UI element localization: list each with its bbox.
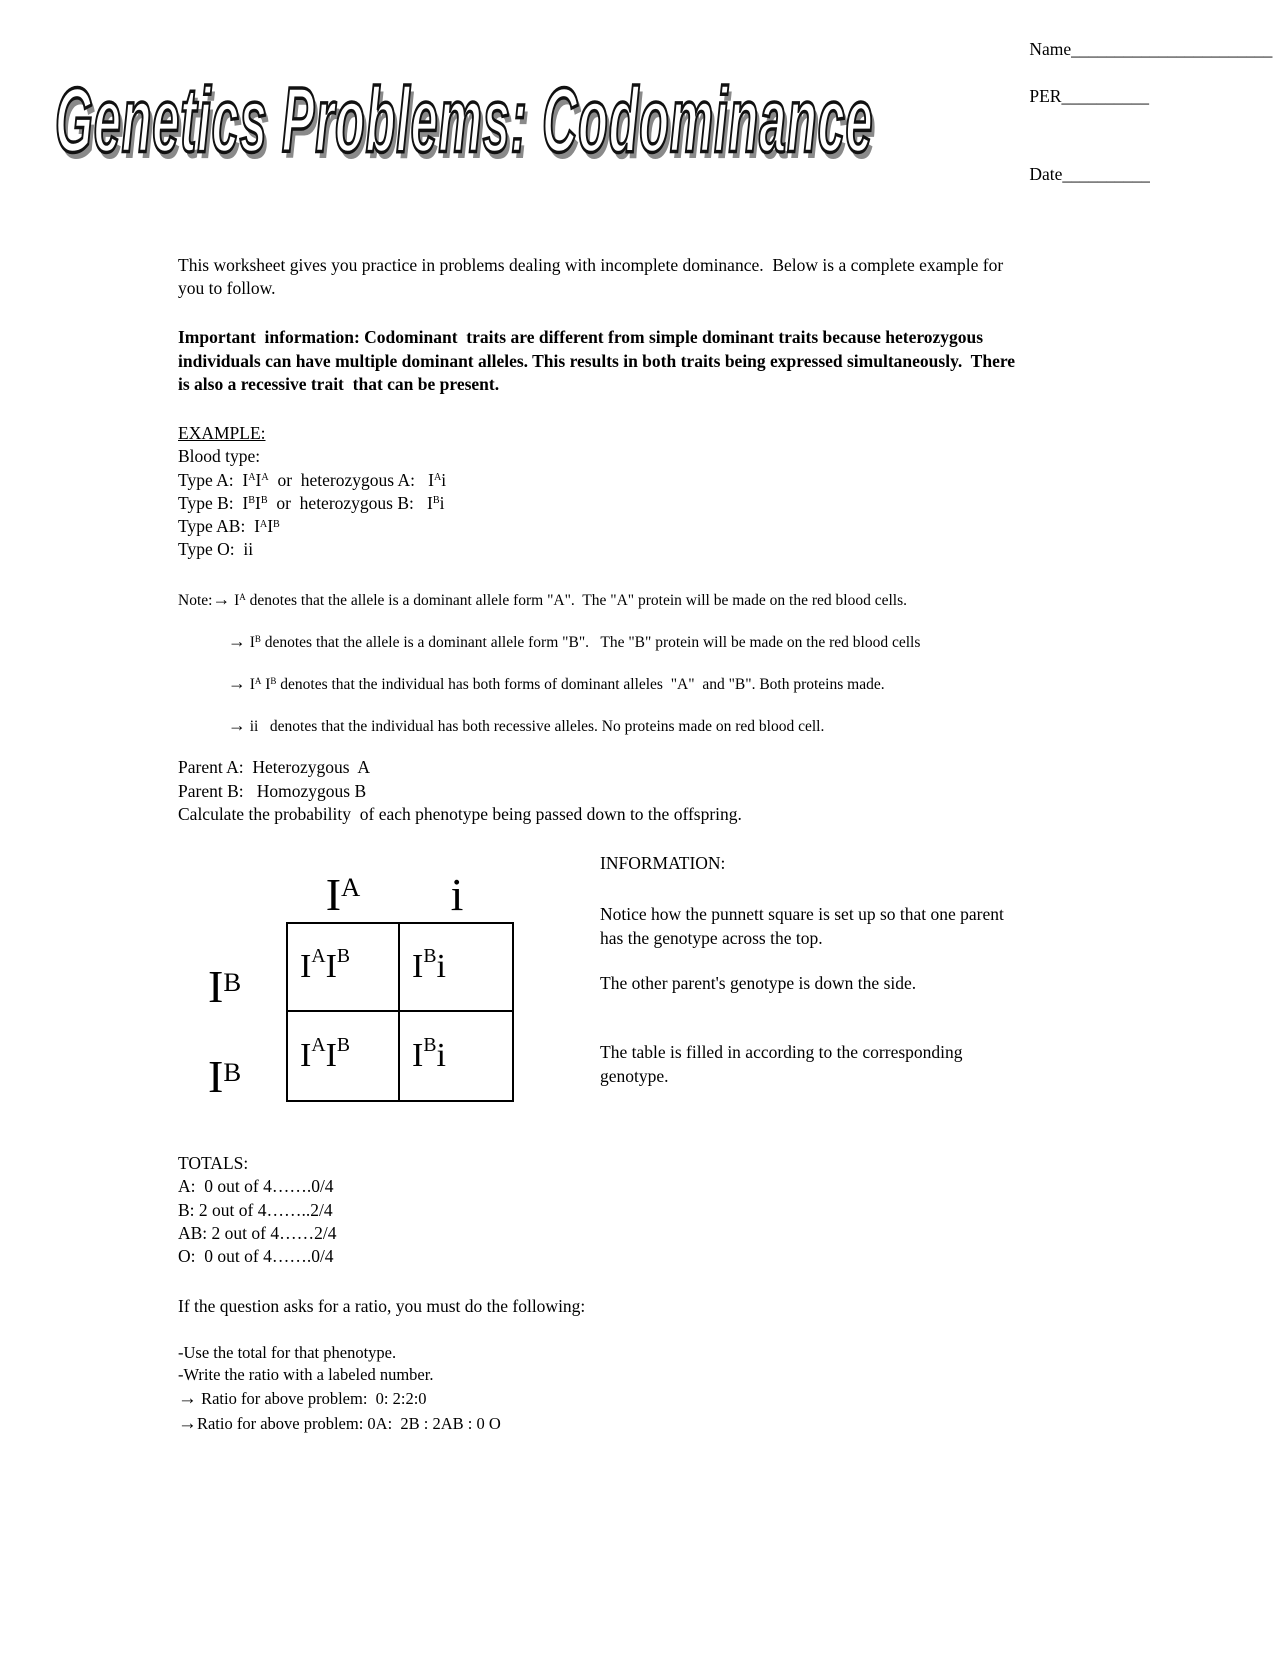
parents-section [178, 756, 1240, 826]
note-text: $I^A$ denotes that the allele is a dominant allele form "A". The "A" protein will be made on the red blood cells. [230, 591, 907, 609]
important-info-paragraph: Important information: Codominant traits are different from simple dominant traits because heterozygous individuals can have multiple dominant alleles. This results in both traits being expressed simultaneously. There is also a recessive trait that can be present. [178, 327, 1024, 394]
note-line-4 [228, 714, 1240, 737]
ratio-example-1 [178, 1386, 1240, 1411]
ratio-example-text: Ratio for above problem: 0: 2:2:0 [196, 1388, 427, 1408]
student-fields [1029, 30, 1272, 186]
ratio-example-text: Ratio for above problem: 0A: 2B : 2AB : 0 O [196, 1413, 501, 1433]
punnett-top-allele-1: $I^A$ [325, 869, 361, 921]
ratio-step-1: -Use the total for that phenotype. [178, 1342, 397, 1362]
punnett-top-labels [286, 852, 514, 922]
note-line-3 [228, 672, 1240, 695]
intro-paragraph: This worksheet gives you practice in problems dealing with incomplete dominance. Below is a complete example for you to follow. [178, 254, 1008, 299]
note-line-2 [228, 630, 1240, 653]
note-prefix: Note: [178, 591, 213, 609]
ratio-example-2 [178, 1411, 1240, 1436]
totals-line-ab: AB: 2 out of 4……2/4 [178, 1223, 337, 1243]
punnett-cell-2: I $^B$ i [400, 924, 512, 1012]
note-line-1 [178, 588, 1240, 611]
punnett-section [178, 852, 1240, 1102]
ratio-step-2: -Write the ratio with a labeled number. [178, 1364, 434, 1384]
worksheet-body [0, 254, 1280, 1436]
page-header [0, 0, 1280, 186]
title-area [55, 30, 1029, 186]
note-text: $I^A$ $I^B$ denotes that the individual has both forms of dominant alleles "A" and "B". Both proteins made. [245, 676, 885, 694]
totals-line-o: O: 0 out of 4…….0/4 [178, 1246, 334, 1267]
example-heading: EXAMPLE: [178, 423, 266, 444]
ratio-intro: If the question asks for a ratio, you must do the following: [178, 1295, 586, 1316]
parent-a-line: Parent A: Heterozygous A [178, 757, 370, 778]
information-paragraph-3: The table is filled in according to the corresponding genotype. [600, 1042, 963, 1086]
punnett-grid [286, 922, 514, 1102]
note-text: ii denotes that the individual has both recessive alleles. No proteins made on red blood cell. [245, 718, 825, 736]
arrow-icon: → [228, 715, 246, 736]
type-b-line: Type B: $I^BI^B$ or heterozygous B: $I^Bi$ [178, 492, 445, 513]
arrow-icon: → [212, 588, 231, 609]
information-section [600, 852, 1028, 1088]
arrow-icon: → [178, 1412, 197, 1434]
arrow-icon: → [178, 1387, 197, 1409]
period-field: PER__________ [1029, 86, 1149, 107]
date-field: Date__________ [1029, 163, 1150, 184]
information-heading: INFORMATION: [600, 853, 726, 874]
type-o-line: Type O: ii [178, 539, 254, 560]
punnett-top-allele-2: i [450, 869, 464, 921]
punnett-side-allele-1: I $^B$ [208, 961, 242, 1013]
punnett-side-labels [208, 922, 286, 1102]
type-ab-line: Type AB: $I^AI^B$ [178, 516, 280, 537]
notes-section [178, 588, 1240, 738]
totals-section [178, 1152, 1240, 1268]
arrow-icon: → [228, 630, 246, 651]
punnett-cell-1: I $^A$ I $^B$ [288, 924, 400, 1012]
parent-b-line: Parent B: Homozygous B [178, 780, 367, 801]
type-a-line: Type A: $I^AI^A$ or heterozygous A: $I^Ai$ [178, 469, 447, 490]
punnett-square [178, 852, 514, 1102]
totals-line-b: B: 2 out of 4……..2/4 [178, 1199, 333, 1220]
arrow-icon: → [228, 673, 246, 694]
punnett-side-allele-2: I $^B$ [208, 1051, 242, 1103]
totals-line-a: A: 0 out of 4…….0/4 [178, 1176, 334, 1197]
information-paragraph-2: The other parent's genotype is down the side. [600, 973, 917, 993]
punnett-cell-4: I $^B$ i [412, 1033, 446, 1075]
ratio-steps [178, 1342, 1240, 1436]
calculate-line: Calculate the probability of each phenotype being passed down to the offspring. [178, 803, 742, 824]
totals-heading: TOTALS: [178, 1153, 249, 1174]
name-field: Name_______________________ [1029, 39, 1273, 59]
punnett-cell-3: I $^A$ I $^B$ [288, 1012, 400, 1100]
worksheet-title: Genetics Problems: Codominance [55, 69, 874, 173]
note-text: $I^B$ denotes that the allele is a dominant allele form "B". The "B" protein will be made on the red blood cells [245, 633, 921, 651]
information-paragraph-1: Notice how the punnett square is set up so that one parent has the genotype across the top. [600, 904, 1004, 948]
blood-type-label: Blood type: [178, 446, 261, 467]
